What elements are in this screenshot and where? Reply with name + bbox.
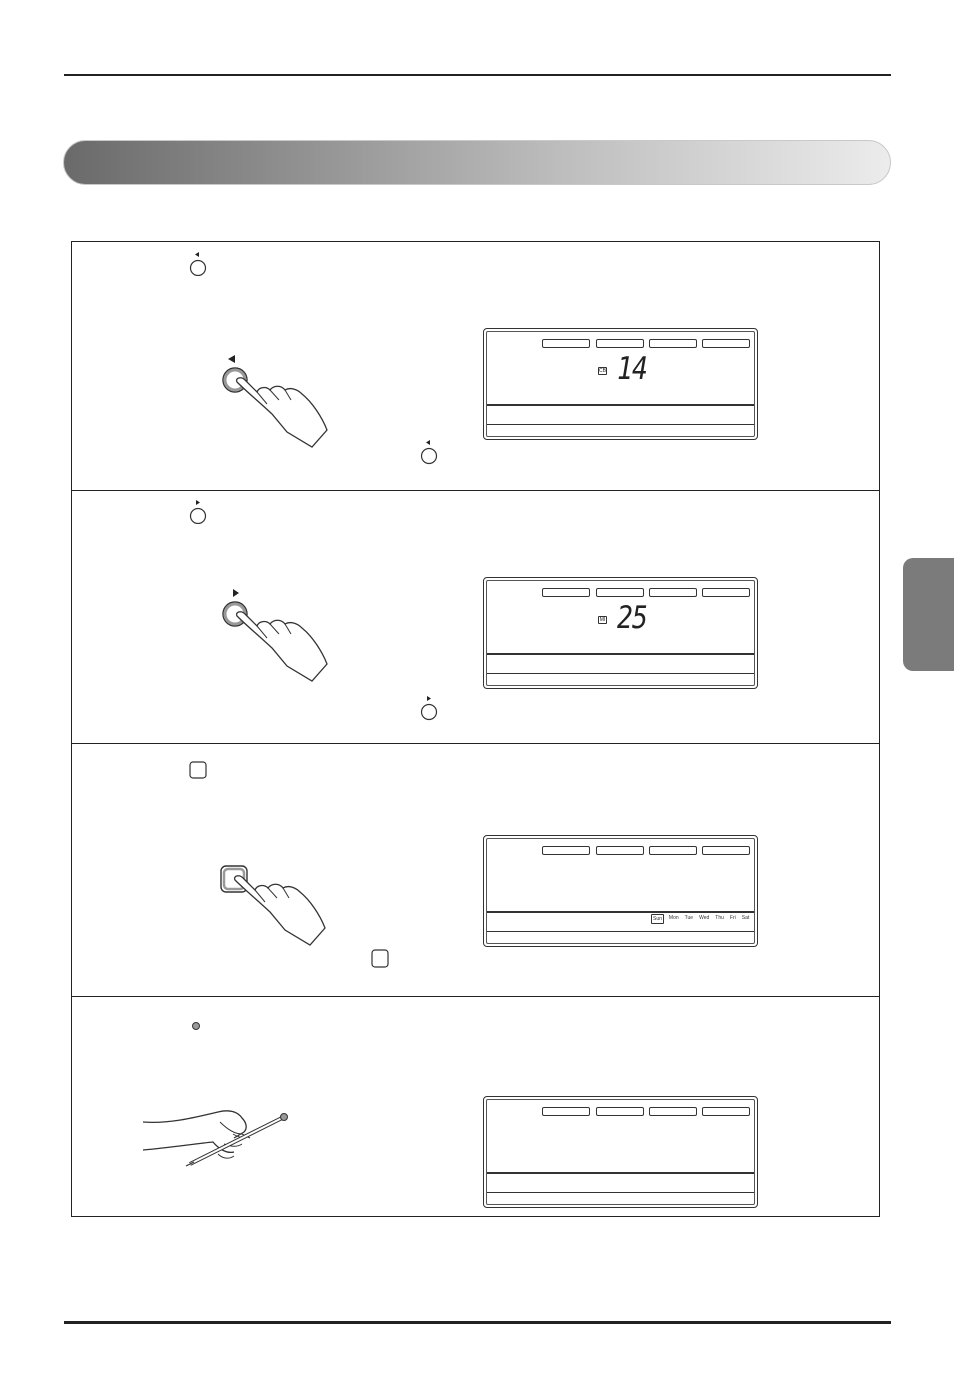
- lcd-segment-icon: CB: [599, 368, 606, 374]
- step-divider: [72, 490, 879, 491]
- hand-holding-pen-icon: [138, 1104, 298, 1174]
- hand-pressing-left-button-icon: [217, 352, 332, 452]
- left-arrow-button-icon: [417, 438, 441, 468]
- footer-rule: [64, 1321, 891, 1324]
- lcd-display: [483, 835, 758, 947]
- lcd-mode-tab: [702, 1107, 750, 1116]
- lcd-mode-tab: [542, 1107, 590, 1116]
- lcd-digits: 25: [617, 600, 648, 636]
- lcd-day-wed: Wed: [699, 915, 710, 921]
- lcd-mode-tab: [542, 339, 590, 348]
- lcd-mode-tab: [596, 588, 644, 597]
- lcd-mode-tab: [649, 846, 697, 855]
- lcd-mode-tab: [702, 846, 750, 855]
- lcd-segment-icon: MI: [599, 617, 606, 623]
- lcd-weekday-row: [651, 914, 750, 924]
- lcd-day-sun: Sun: [653, 916, 662, 922]
- hand-pressing-square-button-icon: [217, 858, 332, 948]
- hand-pressing-right-button-icon: [217, 586, 332, 686]
- right-arrow-button-icon: [417, 694, 441, 724]
- lcd-mode-tab: [596, 1107, 644, 1116]
- lcd-day-sat: Sat: [741, 915, 750, 921]
- header-rule: [64, 74, 891, 76]
- square-button-icon: [370, 948, 390, 970]
- lcd-display: [483, 328, 758, 440]
- lcd-mode-tab: [649, 339, 697, 348]
- lcd-display: [483, 577, 758, 689]
- square-button-icon: [188, 760, 208, 780]
- lcd-display: [483, 1096, 758, 1208]
- step-divider: [72, 996, 879, 997]
- lcd-mode-tab: [649, 588, 697, 597]
- right-arrow-button-icon: [186, 494, 210, 524]
- section-heading-bar: [63, 140, 891, 185]
- step-divider: [72, 743, 879, 744]
- chapter-side-tab: [903, 558, 954, 671]
- lcd-day-tue: Tue: [684, 915, 694, 921]
- instruction-frame: [71, 241, 880, 1217]
- lcd-mode-tab: [596, 339, 644, 348]
- lcd-digits: 14: [617, 351, 648, 387]
- lcd-day-thu: Thu: [715, 915, 724, 921]
- left-arrow-button-icon: [186, 246, 210, 276]
- lcd-mode-tab: [542, 846, 590, 855]
- lcd-mode-tab: [649, 1107, 697, 1116]
- lcd-mode-tab: [596, 846, 644, 855]
- lcd-mode-tab: [702, 339, 750, 348]
- lcd-mode-tab: [702, 588, 750, 597]
- lcd-day-fri: Fri: [729, 915, 736, 921]
- lcd-day-mon: Mon: [668, 915, 679, 921]
- lcd-mode-tab: [542, 588, 590, 597]
- reset-pinhole-icon: [190, 1020, 202, 1032]
